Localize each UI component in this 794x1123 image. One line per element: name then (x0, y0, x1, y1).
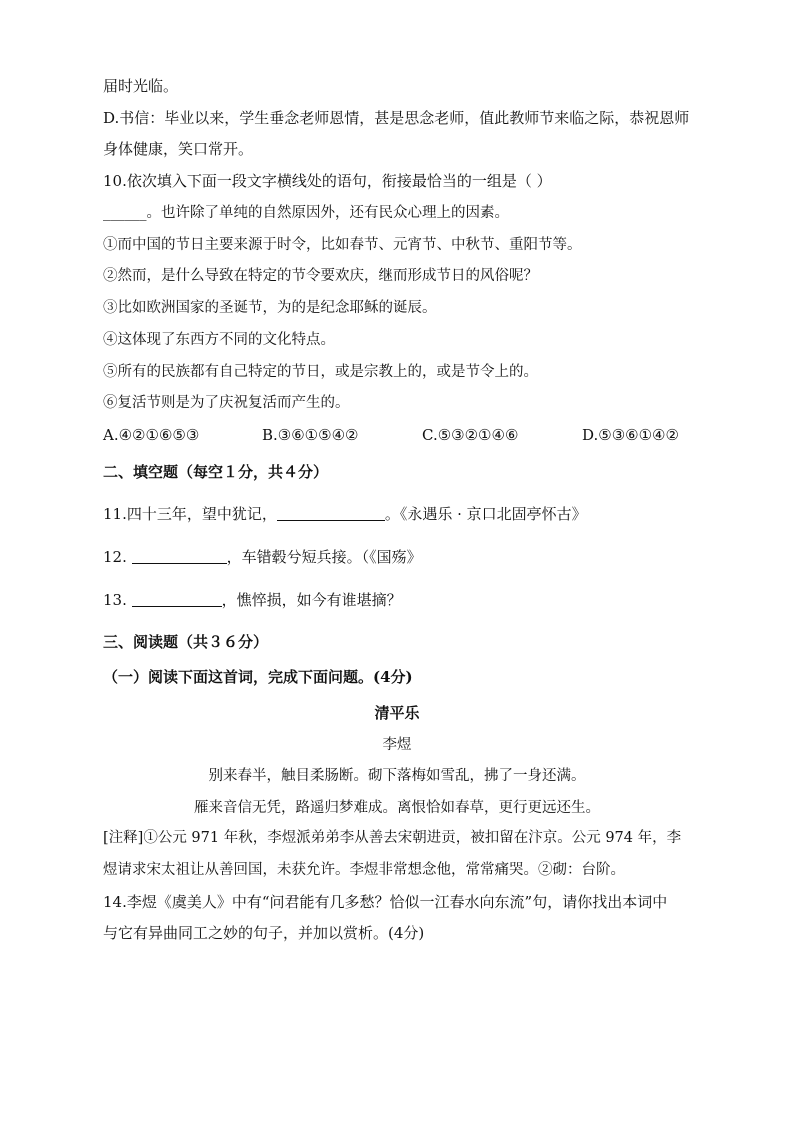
continuation-line: 届时光临。 (103, 77, 179, 95)
reading-part-1-heading: （一）阅读下面这首词，完成下面问题。(4分) (103, 668, 413, 686)
sentence-5: ⑤所有的民族都有自己特定的节日，或是宗教上的，或是节令上的。 (103, 364, 538, 380)
sentence-2: ②然而，是什么导致在特定的节令要欢庆，继而形成节日的风俗呢？ (103, 268, 538, 284)
poem-notes-line-1: [注释]①公元 971 年秋，李煜派弟弟李从善去宋朝进贡，被扣留在汴京。公元 974 年，李 (103, 830, 682, 846)
question-13-blank (132, 591, 222, 607)
sentence-3: ③比如欧洲国家的圣诞节，为的是纪念耶稣的诞辰。 (103, 300, 437, 316)
question-13-suffix: ，憔悴损，如今有谁堪摘？ (221, 591, 402, 609)
question-11-blank (277, 505, 385, 521)
poem-author: 李煜 (382, 737, 412, 753)
section-2-heading: 二、填空题（每空１分，共４分） (103, 463, 329, 481)
question-12-prefix: 12. (103, 548, 132, 566)
option-d-letter-text-cont: 身体健康，笑口常开。 (103, 140, 254, 158)
section-3-heading: 三、阅读题（共３６分） (103, 633, 269, 651)
question-12-blank (132, 548, 227, 564)
option-c: C.⑤③②①④⑥ (422, 426, 519, 444)
question-13 (103, 590, 402, 610)
poem-line-1: 别来春半，触目柔肠断。砌下落梅如雪乱，拂了一身还满。 (208, 768, 586, 784)
question-13-prefix: 13. (103, 591, 132, 609)
question-14-line-1: 14.李煜《虞美人》中有“问君能有几多愁？恰似一江春水向东流”句，请你找出本词中 (103, 893, 668, 911)
question-11 (103, 504, 587, 524)
option-b: B.③⑥①⑤④② (262, 426, 359, 444)
question-12 (103, 547, 422, 567)
option-d: D.⑤③⑥①④② (582, 426, 679, 444)
poem-line-2: 雁来音信无凭，路遥归梦难成。离恨恰如春草，更行更远还生。 (194, 800, 600, 816)
question-10-stem: 10.依次填入下面一段文字横线处的语句，衔接最恰当的一组是（ ） (103, 172, 552, 190)
question-10-passage (103, 203, 509, 223)
option-a: A.④②①⑥⑤③ (103, 426, 200, 444)
sentence-4: ④这体现了东西方不同的文化特点。 (103, 332, 335, 348)
option-d-letter-text: D.书信：毕业以来，学生垂念老师恩情，甚是思念老师，值此教师节来临之际，恭祝恩师 (103, 109, 690, 127)
sentence-1: ①而中国的节日主要来源于时令，比如春节、元宵节、中秋节、重阳节等。 (103, 237, 582, 253)
question-12-suffix: ，车错毂兮短兵接。（《国殇》 (226, 548, 422, 566)
poem-title: 清平乐 (374, 704, 420, 722)
sentence-6: ⑥复活节则是为了庆祝复活而产生的。 (103, 395, 350, 411)
question-10-blank: ______ (103, 205, 147, 221)
question-10-passage-text: 。也许除了单纯的自然原因外，还有民众心理上的因素。 (146, 205, 509, 221)
question-14-line-2: 与它有异曲同工之妙的句子，并加以赏析。(4分) (103, 924, 425, 942)
question-11-suffix: 。《永遇乐 · 京口北固亭怀古》 (384, 505, 587, 523)
poem-notes-line-2: 煜请求宋太祖让从善回国，未获允许。李煜非常想念他，常常痛哭。②砌：台阶。 (103, 862, 625, 878)
question-11-prefix: 11.四十三年，望中犹记， (103, 505, 277, 523)
